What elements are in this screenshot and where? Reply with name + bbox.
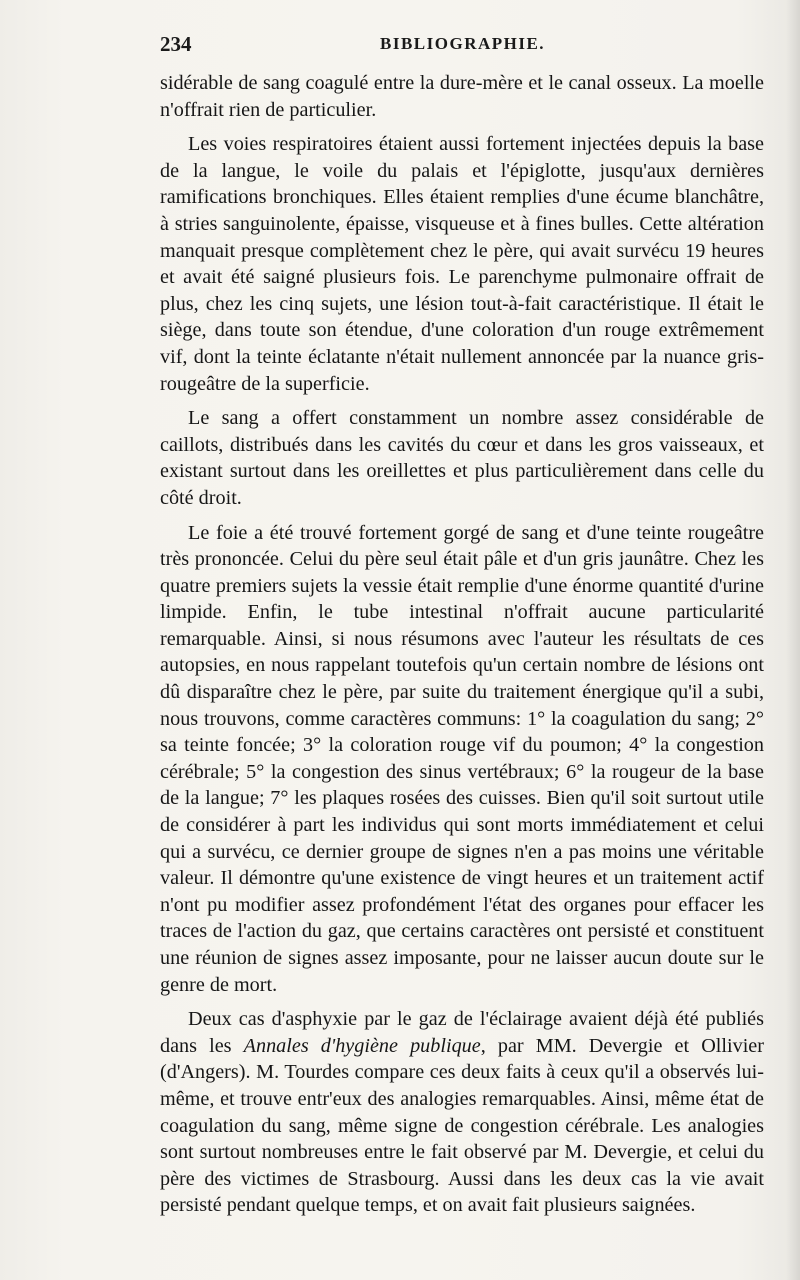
paragraph-blood: Le sang a offert constamment un nombre assez considérable de caillots, distribués dans les cavités du cœur et dans les gros vaisseaux, et existant surtout dans les oreillettes et plus particulièrement dans celle du côté droit. xyxy=(160,407,764,509)
paragraph-gas-asphyxia xyxy=(160,1006,764,1219)
paragraph-continuation: sidérable de sang coagulé entre la dure-mère et le canal osseux. La moelle n'offrait rien de particulier. xyxy=(160,72,764,121)
paragraph-respiratory: Les voies respiratoires étaient aussi fortement injectées depuis la base de la langue, le voile du palais et l'épiglotte, jusqu'aux dernières ramifications bronchiques. Elles étaient remplies d'une écume blanchâtre, à stries sanguinolente, épaisse, visqueuse et à fines bulles. Cette altération manquait presque complètement chez le père, qui avait survécu 19 heures et avait été saigné plusieurs fois. Le parenchyme pulmonaire offrait de plus, chez les cinq sujets, une lésion tout-à-fait caractéristique. Il était le siège, dans toute son étendue, d'une coloration d'un rouge extrêmement vif, dont la teinte éclatante n'était nullement annoncée par la nuance gris-rougeâtre de la superficie. xyxy=(160,133,764,395)
body-text xyxy=(160,70,764,1227)
page-edge-shadow xyxy=(786,0,800,1280)
running-title: BIBLIOGRAPHIE. xyxy=(380,34,546,53)
paragraph-text-part: Deux cas d'asphyxie par le gaz de l'éclairage avaient déjà été publiés dans les xyxy=(160,1008,764,1057)
paragraph-text-part: , par MM. Devergie et Ollivier (d'Angers). M. Tourdes compare ces deux faits à ceux qu'il a observés lui-même, et trouve entr'eux des analogies remarquables. Ainsi, même état de coagulation du sang, même signe de congestion cérébrale. Les analogies sont surtout nombreuses entre le fait observé par M. Devergie, et celui du père des victimes de Strasbourg. Aussi dans les deux cas la vie avait persisté pendant quelque temps, et on avait fait plusieurs saignées. xyxy=(160,1034,764,1217)
paragraph-liver: Le foie a été trouvé fortement gorgé de sang et d'une teinte rougeâtre très prononcée. Celui du père seul était pâle et d'un gris jaunâtre. Chez les quatre premiers sujets la vessie était remplie d'une énorme quantité d'urine limpide. Enfin, le tube intestinal n'offrait aucune particularité remarquable. Ainsi, si nous résumons avec l'auteur les résultats de ces autopsies, en nous rappelant toutefois qu'un certain nombre de lésions ont dû disparaître chez le père, par suite du traitement énergique qu'il a subi, nous trouvons, comme caractères communs: 1° la coagulation du sang; 2° sa teinte foncée; 3° la coloration rouge vif du poumon; 4° la congestion cérébrale; 5° la congestion des sinus vertébraux; 6° la rougeur de la base de la langue; 7° les plaques rosées des cuisses. Bien qu'il soit surtout utile de considérer à part les individus qui sont morts immédiatement et celui qui a survécu, ce dernier groupe de signes n'en a pas moins une véritable valeur. Il démontre qu'une existence de vingt heures et un traitement actif n'ont pu modifier assez profondément l'état des organes pour effacer les traces de l'action du gaz, que certains caractères ont persisté et constituent une réunion de signes assez imposante, pour ne laisser aucun doute sur le genre de mort. xyxy=(160,521,764,996)
page-number: 234 xyxy=(160,32,192,56)
running-head xyxy=(160,30,764,60)
journal-title: Annales d'hygiène publique xyxy=(243,1034,481,1057)
